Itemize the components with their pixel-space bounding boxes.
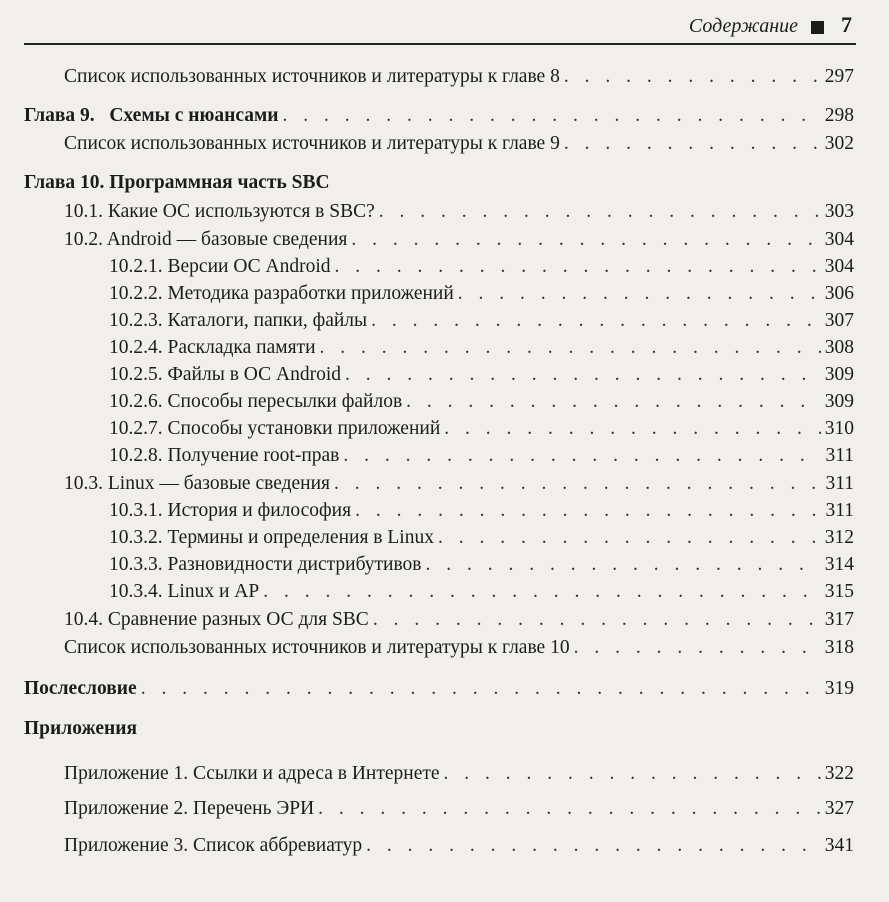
dot-leader — [564, 64, 821, 90]
dot-leader — [458, 281, 821, 307]
dot-leader — [438, 525, 821, 551]
dot-leader — [263, 579, 821, 605]
dot-leader — [351, 227, 820, 253]
toc-entry-afterword[interactable]: Послесловие . . . 319 — [24, 676, 854, 702]
dot-leader — [379, 199, 821, 225]
dot-leader — [318, 796, 821, 822]
toc-entry-appendix-1[interactable]: Приложение 1. Ссылки и адреса в Интернете . . . 322 — [24, 761, 854, 787]
dot-leader — [345, 362, 821, 388]
dot-leader — [283, 103, 821, 129]
dot-leader — [444, 761, 821, 787]
toc-entry-chapter-10[interactable]: Глава 10. Программная часть SBC — [24, 172, 330, 193]
toc-entry-10-2-2[interactable]: 10.2.2. Методика разработки приложений . . . 306 — [24, 281, 854, 307]
dot-leader — [426, 552, 821, 578]
toc-entry-appendix-2[interactable]: Приложение 2. Перечень ЭРИ . . . 327 — [24, 796, 854, 822]
toc-entry-10-3-2[interactable]: 10.3.2. Термины и определения в Linux . . . 312 — [24, 525, 854, 551]
toc-entry-appendices[interactable]: Приложения — [24, 718, 138, 739]
toc-entry-chapter-9[interactable]: Глава 9. Схемы с нюансами . . . 298 — [24, 103, 854, 129]
dot-leader — [141, 676, 821, 702]
running-header-title: Содержание — [688, 15, 798, 37]
dot-leader — [574, 635, 821, 661]
dot-leader — [373, 607, 821, 633]
toc-entry-ch9-references[interactable]: Список использованных источников и литературы к главе 9 . . . 302 — [24, 131, 854, 157]
dot-leader — [564, 131, 821, 157]
toc-entry-10-2-3[interactable]: 10.2.3. Каталоги, папки, файлы . . . 307 — [24, 308, 854, 334]
toc-entry-10-3-3[interactable]: 10.3.3. Разновидности дистрибутивов . . . 314 — [24, 552, 854, 578]
toc-entry-10-3-1[interactable]: 10.3.1. История и философия . . . 311 — [24, 498, 854, 524]
toc-entry-10-4[interactable]: 10.4. Сравнение разных ОС для SBC . . . 317 — [24, 607, 854, 633]
dot-leader — [334, 471, 821, 497]
toc-entry-10-3-4[interactable]: 10.3.4. Linux и АР . . . 315 — [24, 579, 854, 605]
toc-entry-appendix-3[interactable]: Приложение 3. Список аббревиатур . . . 341 — [24, 833, 854, 859]
dot-leader — [371, 308, 821, 334]
page-number: 7 — [841, 12, 852, 37]
dot-leader — [366, 833, 821, 859]
toc-entry-10-2-5[interactable]: 10.2.5. Файлы в ОС Android . . . 309 — [24, 362, 854, 388]
toc-entry-ch8-references[interactable]: Список использованных источников и литературы к главе 8 . . . 297 — [24, 64, 854, 90]
dot-leader — [406, 389, 821, 415]
chapter-title: Схемы с нюансами — [109, 105, 279, 126]
dot-leader — [335, 254, 821, 280]
toc-entry-10-1[interactable]: 10.1. Какие ОС используются в SBC? . . . 303 — [24, 199, 854, 225]
toc-entry-10-2-8[interactable]: 10.2.8. Получение root-прав . . . 311 — [24, 443, 854, 469]
dot-leader — [355, 498, 821, 524]
toc-entry-10-2-4[interactable]: 10.2.4. Раскладка памяти . . . 308 — [24, 335, 854, 361]
chapter-number: Глава 9. — [24, 105, 95, 126]
toc-entry-10-2-7[interactable]: 10.2.7. Способы установки приложений . . . 310 — [24, 416, 854, 442]
toc-entry-10-2-6[interactable]: 10.2.6. Способы пересылки файлов . . . 309 — [24, 389, 854, 415]
toc-entry-ch10-references[interactable]: Список использованных источников и литературы к главе 10 . . . 318 — [24, 635, 854, 661]
toc-entry-10-3[interactable]: 10.3. Linux — базовые сведения . . . 311 — [24, 471, 854, 497]
toc-entry-10-2-1[interactable]: 10.2.1. Версии ОС Android . . . 304 — [24, 254, 854, 280]
dot-leader — [343, 443, 821, 469]
toc-entry-10-2[interactable]: 10.2. Android — базовые сведения . . . 304 — [24, 227, 854, 253]
dot-leader — [444, 416, 820, 442]
dot-leader — [320, 335, 821, 361]
